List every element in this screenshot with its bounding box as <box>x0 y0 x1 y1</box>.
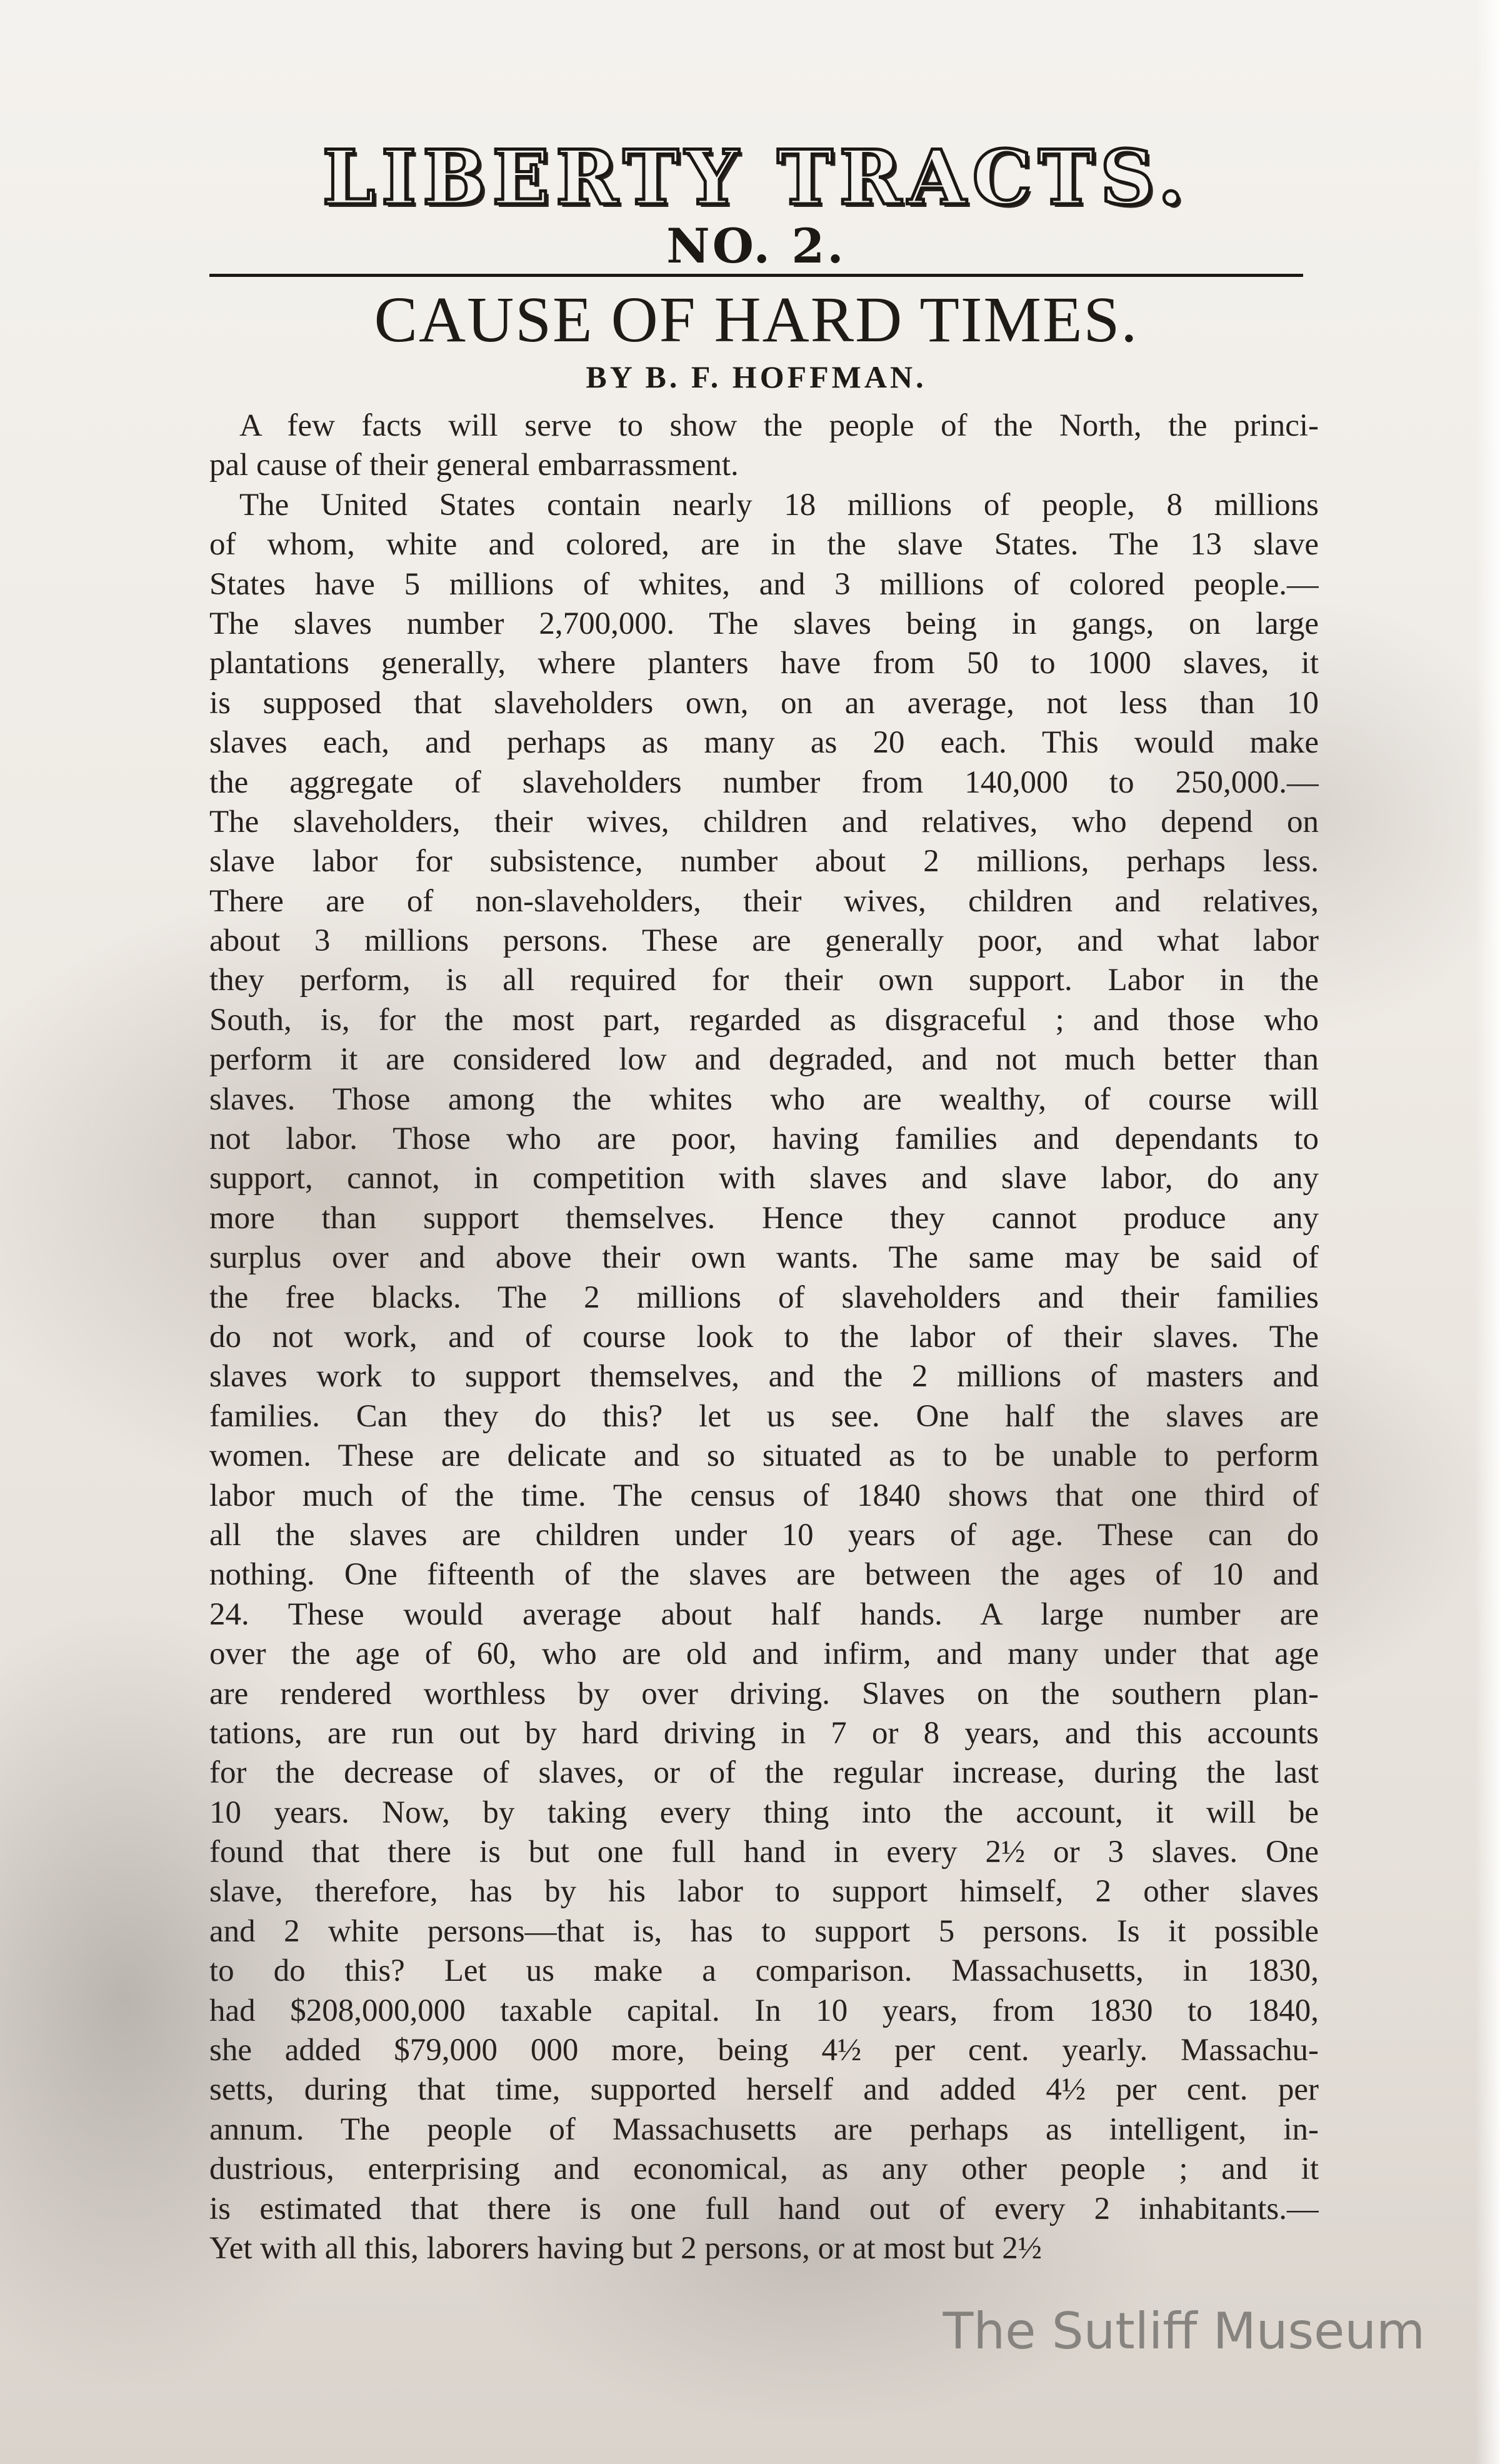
text-line: to do this? Let us make a comparison. Massachusetts, in 1830, <box>209 1953 1319 1989</box>
text-line: over the age of 60, who are old and infirm, and many under that age <box>209 1636 1319 1672</box>
text-line: States have 5 millions of whites, and 3 millions of colored people.— <box>209 566 1319 602</box>
article-body <box>209 406 1319 2268</box>
text-line: women. These are delicate and so situated as to be unable to perform <box>209 1438 1319 1474</box>
text-line: families. Can they do this? let us see. One half the slaves are <box>209 1398 1319 1434</box>
text-line: perform it are considered low and degraded, and not much better than <box>209 1042 1319 1078</box>
text-line: plantations generally, where planters have from 50 to 1000 slaves, it <box>209 646 1319 681</box>
tract-header <box>206 134 1306 274</box>
text-line: There are of non-slaveholders, their wives, children and relatives, <box>209 883 1319 919</box>
text-line: Yet with all this, laborers having but 2 persons, or at most but 2½ <box>209 2230 1042 2266</box>
text-line: is estimated that there is one full hand out of every 2 inhabitants.— <box>209 2191 1319 2226</box>
page-edge <box>1475 0 1500 2464</box>
series-number: NO. 2. <box>666 218 846 274</box>
text-line: had $208,000,000 taxable capital. In 10 years, from 1830 to 1840, <box>209 1993 1319 2028</box>
text-line: pal cause of their general embarrassment. <box>209 448 739 483</box>
series-title: LIBERTY TRACTS. <box>322 134 1191 222</box>
text-line: all the slaves are children under 10 years of age. These can do <box>209 1517 1319 1553</box>
museum-watermark: The Sutliff Museum <box>942 2302 1425 2360</box>
text-line: slaves each, and perhaps as many as 20 each. This would make <box>209 725 1319 761</box>
text-line: found that there is but one full hand in every 2½ or 3 slaves. One <box>209 1835 1319 1870</box>
text-line: about 3 millions persons. These are generally poor, and what labor <box>209 923 1319 959</box>
text-line: they perform, is all required for their own support. Labor in the <box>209 963 1319 998</box>
text-line: of whom, white and colored, are in the slave States. The 13 slave <box>209 527 1319 563</box>
text-line: A few facts will serve to show the people of the North, the princi- <box>239 408 1319 443</box>
text-line: nothing. One fifteenth of the slaves are between the ages of 10 and <box>209 1557 1319 1593</box>
text-line: she added $79,000 000 more, being 4½ per cent. yearly. Massachu- <box>209 2033 1319 2068</box>
text-line: for the decrease of slaves, or of the regular increase, during the last <box>209 1755 1319 1791</box>
text-line: more than support themselves. Hence they cannot produce any <box>209 1200 1319 1236</box>
text-line: do not work, and of course look to the labor of their slaves. The <box>209 1319 1319 1355</box>
text-line: slaves work to support themselves, and the 2 millions of masters and <box>209 1359 1319 1395</box>
text-line: The slaves number 2,700,000. The slaves being in gangs, on large <box>209 606 1319 641</box>
text-line: annum. The people of Massachusetts are perhaps as intelligent, in- <box>209 2111 1319 2147</box>
text-line: The slaveholders, their wives, children and relatives, who depend on <box>209 804 1319 839</box>
text-line: dustrious, enterprising and economical, as any other people ; and it <box>209 2151 1319 2187</box>
text-line: labor much of the time. The census of 1840 shows that one third of <box>209 1478 1319 1513</box>
text-line: slaves. Those among the whites who are wealthy, of course will <box>209 1081 1319 1117</box>
title-rule-divider <box>209 274 1303 277</box>
text-line: 24. These would average about half hands. A large number are <box>209 1596 1319 1632</box>
text-line: the aggregate of slaveholders number from 140,000 to 250,000.— <box>209 764 1319 800</box>
text-line: surplus over and above their own wants. The same may be said of <box>209 1240 1319 1276</box>
text-line: are rendered worthless by over driving. Slaves on the southern plan- <box>209 1676 1319 1711</box>
text-line: setts, during that time, supported herself and added 4½ per cent. per <box>209 2072 1319 2108</box>
text-line: is supposed that slaveholders own, on an average, not less than 10 <box>209 685 1319 721</box>
article-title: CAUSE OF HARD TIMES. <box>374 284 1139 356</box>
text-line: not labor. Those who are poor, having families and dependants to <box>209 1121 1319 1157</box>
text-line: and 2 white persons—that is, has to support 5 persons. Is it possible <box>209 1913 1319 1949</box>
text-line: slave labor for subsistence, number about 2 millions, perhaps less. <box>209 844 1319 879</box>
text-line: The United States contain nearly 18 millions of people, 8 millions <box>239 487 1319 523</box>
text-line: support, cannot, in competition with slaves and slave labor, do any <box>209 1161 1319 1196</box>
text-line: 10 years. Now, by taking every thing into the account, it will be <box>209 1795 1319 1830</box>
byline: BY B. F. HOFFMAN. <box>586 359 927 394</box>
text-line: slave, therefore, has by his labor to support himself, 2 other slaves <box>209 1874 1319 1910</box>
text-line: tations, are run out by hard driving in 7 or 8 years, and this accounts <box>209 1715 1319 1751</box>
text-line: South, is, for the most part, regarded as disgraceful ; and those who <box>209 1002 1319 1038</box>
text-line: the free blacks. The 2 millions of slaveholders and their families <box>209 1280 1319 1315</box>
